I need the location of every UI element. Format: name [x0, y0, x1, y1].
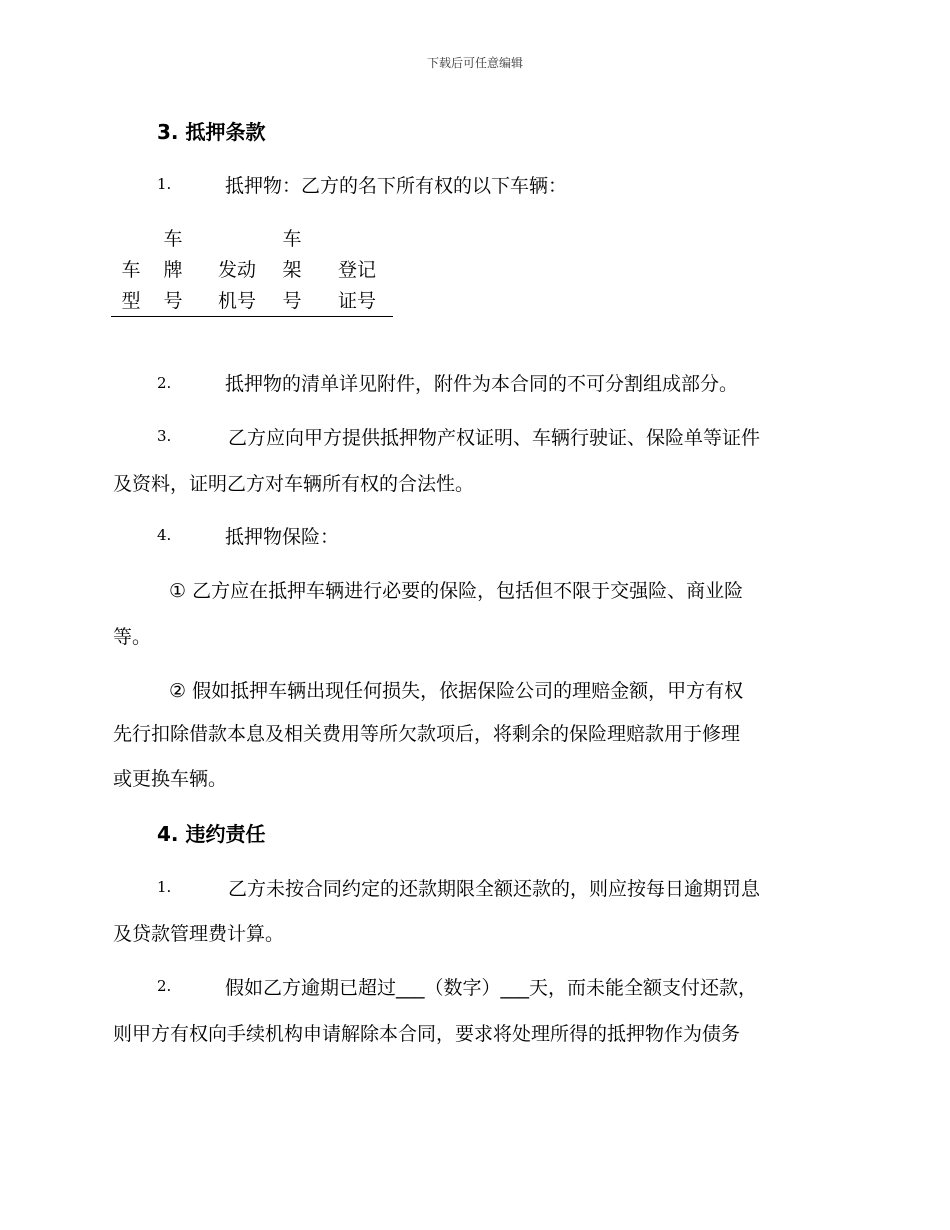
table-header-text: 号 [163, 290, 183, 312]
table-header-cell [332, 255, 382, 317]
paragraph-line: 乙方应向甲方提供抵押物产权证明、车辆行驶证、保险单等证件 [228, 427, 761, 449]
section-heading-breach: 4. 违约责任 [157, 822, 266, 846]
table-header-text: 号 [282, 290, 302, 312]
paragraph-line: 抵押物的清单详见附件，附件为本合同的不可分割组成部分。 [225, 373, 739, 395]
paragraph-line: ② 假如抵押车辆出现任何损失，依据保险公司的理赔金额，甲方有权 [169, 680, 744, 702]
paragraph-line: 假如乙方逾期已超过___（数字）___天，而未能全额支付还款， [225, 977, 758, 999]
table-header-text: 证号 [337, 290, 376, 312]
table-header-cell [117, 255, 145, 317]
section-heading-mortgage: 3. 抵押条款 [157, 120, 266, 144]
paragraph-line: 等。 [113, 626, 152, 648]
table-header-text: 发动 [217, 259, 256, 281]
paragraph-line: 及资料，证明乙方对车辆所有权的合法性。 [113, 473, 475, 495]
table-header-cell [277, 224, 307, 317]
paragraph-line: 则甲方有权向手续机构申请解除本合同，要求将处理所得的抵押物作为债务 [113, 1023, 741, 1045]
table-header-text: 型 [121, 290, 141, 312]
item-number: 4. [157, 526, 172, 544]
item-number: 3. [157, 427, 172, 445]
item-number: 2. [157, 977, 172, 995]
table-header-text: 车 [163, 228, 183, 250]
paragraph-line: 抵押物保险： [225, 526, 340, 548]
paragraph-line: 先行扣除借款本息及相关费用等所欠款项后，将剩余的保险理赔款用于修理 [113, 723, 741, 745]
paragraph-line: ① 乙方应在抵押车辆进行必要的保险，包括但不限于交强险、商业险 [169, 580, 744, 602]
paragraph-line: 乙方未按合同约定的还款期限全额还款的，则应按每日逾期罚息 [228, 878, 761, 900]
table-header-cell [212, 255, 262, 317]
paragraph-line: 抵押物：乙方的名下所有权的以下车辆： [225, 175, 568, 197]
paragraph-line: 或更换车辆。 [113, 768, 228, 790]
item-number: 1. [157, 878, 172, 896]
table-header-text: 车 [121, 259, 141, 281]
item-number: 2. [157, 374, 172, 392]
table-header-text: 架 [282, 259, 302, 281]
table-rule [111, 316, 393, 317]
item-number: 1. [157, 175, 172, 193]
page-header: 下载后可任意编辑 [426, 56, 523, 70]
table-header-text: 车 [282, 228, 302, 250]
table-header-text: 牌 [163, 259, 183, 281]
table-header-text: 登记 [337, 259, 376, 281]
table-header-text: 机号 [217, 290, 256, 312]
table-header-cell [158, 224, 188, 317]
paragraph-line: 及贷款管理费计算。 [113, 923, 285, 945]
